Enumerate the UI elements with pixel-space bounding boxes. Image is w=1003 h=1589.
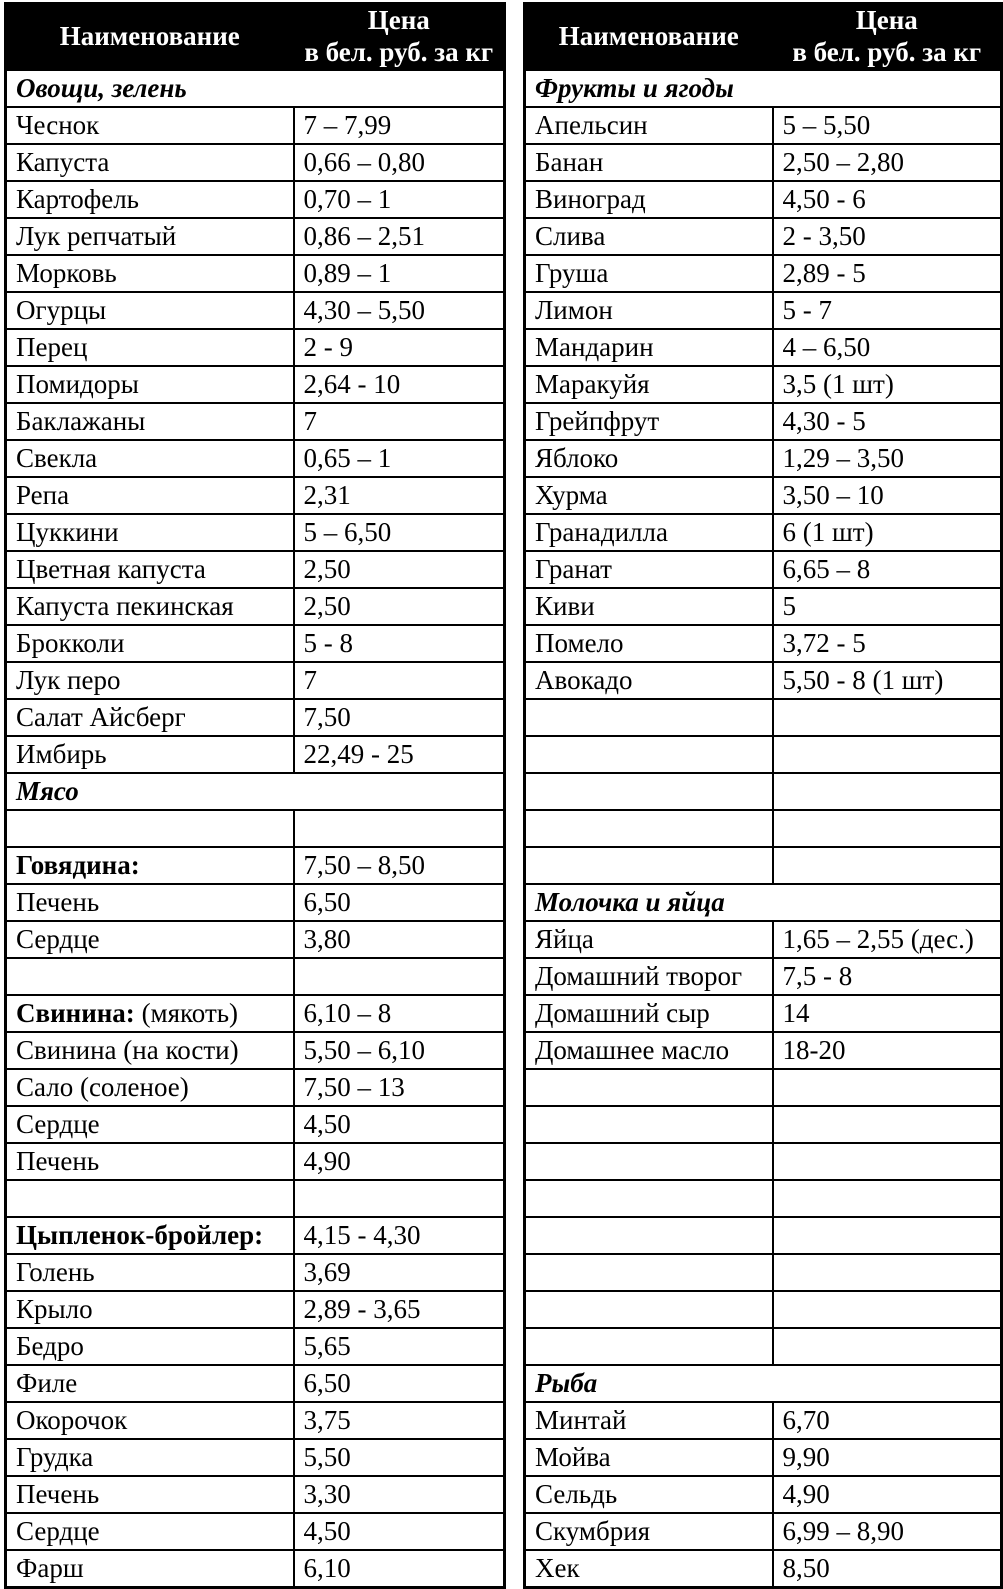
item-name-cell	[525, 1217, 773, 1254]
item-price-cell: 2,64 - 10	[294, 366, 505, 403]
item-name-cell	[525, 1069, 773, 1106]
item-name-cell: Филе	[6, 1365, 294, 1402]
item-name-cell: Говядина:	[6, 847, 294, 884]
item-price-cell: 4,50 - 6	[773, 181, 1002, 218]
table-row	[6, 218, 505, 255]
table-row	[6, 514, 505, 551]
section-row	[6, 773, 505, 810]
item-price-cell: 4,30 - 5	[773, 403, 1002, 440]
table-row	[6, 181, 505, 218]
item-price-cell: 4,30 – 5,50	[294, 292, 505, 329]
item-name-cell: Свинина (на кости)	[6, 1032, 294, 1069]
item-price-cell: 7	[294, 403, 505, 440]
item-price-cell: 7 – 7,99	[294, 107, 505, 144]
item-name-cell: Салат Айсберг	[6, 699, 294, 736]
item-name-cell: Имбирь	[6, 736, 294, 773]
table-row	[6, 1106, 505, 1143]
table-row	[525, 1402, 1002, 1439]
table-row	[525, 1143, 1002, 1180]
item-name-cell: Цветная капуста	[6, 551, 294, 588]
item-price-cell	[773, 1217, 1002, 1254]
price-table-left	[4, 2, 506, 1589]
table-row	[6, 1069, 505, 1106]
item-name-cell: Чеснок	[6, 107, 294, 144]
item-name-cell	[525, 1328, 773, 1365]
table-row	[525, 1550, 1002, 1588]
table-row	[6, 1513, 505, 1550]
item-name-cell: Скумбрия	[525, 1513, 773, 1550]
column-header-price	[294, 4, 505, 71]
item-price-cell: 7,50 – 13	[294, 1069, 505, 1106]
item-price-cell	[773, 1180, 1002, 1217]
table-row	[525, 107, 1002, 144]
table-row	[6, 1365, 505, 1402]
header-row	[6, 4, 505, 71]
table-row	[525, 958, 1002, 995]
item-price-cell: 18-20	[773, 1032, 1002, 1069]
section-row	[525, 70, 1002, 107]
item-price-cell: 2,31	[294, 477, 505, 514]
table-row	[6, 699, 505, 736]
item-price-cell: 5 - 8	[294, 625, 505, 662]
item-price-cell: 2,89 - 5	[773, 255, 1002, 292]
section-header: Молочка и яйца	[525, 884, 1002, 921]
item-name-cell	[6, 958, 294, 995]
column-header-name: Наименование	[6, 4, 294, 71]
item-price-cell: 0,70 – 1	[294, 181, 505, 218]
item-price-cell: 14	[773, 995, 1002, 1032]
table-row	[525, 625, 1002, 662]
item-name-cell: Голень	[6, 1254, 294, 1291]
table-row	[525, 1217, 1002, 1254]
item-price-cell	[773, 1254, 1002, 1291]
item-name-cell	[525, 1143, 773, 1180]
item-price-cell: 6,50	[294, 884, 505, 921]
table-row	[6, 144, 505, 181]
table-row	[525, 847, 1002, 884]
item-name-cell: Гранадилла	[525, 514, 773, 551]
item-name-cell: Виноград	[525, 181, 773, 218]
section-row	[6, 70, 505, 107]
item-name-cell: Брокколи	[6, 625, 294, 662]
price-header-line2: в бел. руб. за кг	[304, 37, 494, 67]
item-price-cell: 3,50 – 10	[773, 477, 1002, 514]
item-name-cell: Бедро	[6, 1328, 294, 1365]
item-name-cell: Слива	[525, 218, 773, 255]
table-row	[6, 477, 505, 514]
table-row	[525, 662, 1002, 699]
item-name-cell: Яйца	[525, 921, 773, 958]
item-price-cell	[773, 736, 1002, 773]
price-header-line1: Цена	[367, 5, 430, 36]
table-row	[6, 1291, 505, 1328]
item-name-cell: Домашний творог	[525, 958, 773, 995]
item-price-cell	[773, 847, 1002, 884]
item-name-cell: Банан	[525, 144, 773, 181]
item-price-cell	[773, 1328, 1002, 1365]
table-row	[6, 403, 505, 440]
table-row	[525, 1180, 1002, 1217]
table-row	[525, 1476, 1002, 1513]
item-price-cell: 0,86 – 2,51	[294, 218, 505, 255]
item-price-cell	[773, 699, 1002, 736]
item-name-cell: Сельдь	[525, 1476, 773, 1513]
table-row	[6, 292, 505, 329]
tables-container	[4, 2, 997, 1589]
item-price-cell: 3,30	[294, 1476, 505, 1513]
item-price-cell: 7	[294, 662, 505, 699]
item-name-cell: Свекла	[6, 440, 294, 477]
table-row	[525, 292, 1002, 329]
item-name-cell: Сердце	[6, 921, 294, 958]
item-name-cell: Лук репчатый	[6, 218, 294, 255]
item-name-cell: Фарш	[6, 1550, 294, 1588]
table-row	[6, 366, 505, 403]
item-price-cell: 2 - 3,50	[773, 218, 1002, 255]
item-name-cell: Яблоко	[525, 440, 773, 477]
item-price-cell: 5 – 6,50	[294, 514, 505, 551]
item-price-cell: 4,90	[773, 1476, 1002, 1513]
item-name-cell: Груша	[525, 255, 773, 292]
item-name-cell: Мойва	[525, 1439, 773, 1476]
item-name-cell: Маракуйя	[525, 366, 773, 403]
item-price-cell: 3,69	[294, 1254, 505, 1291]
item-name-cell: Морковь	[6, 255, 294, 292]
item-name-cell	[525, 1254, 773, 1291]
item-price-cell: 5,50 – 6,10	[294, 1032, 505, 1069]
item-name-cell: Картофель	[6, 181, 294, 218]
table-row	[525, 1106, 1002, 1143]
item-price-cell: 5 – 5,50	[773, 107, 1002, 144]
price-header-line2: в бел. руб. за кг	[792, 37, 982, 67]
item-name-cell: Минтай	[525, 1402, 773, 1439]
section-row	[525, 884, 1002, 921]
table-row	[6, 1476, 505, 1513]
item-price-cell	[773, 773, 1002, 810]
item-name-cell: Помидоры	[6, 366, 294, 403]
item-name-cell	[525, 1106, 773, 1143]
item-price-cell	[294, 1180, 505, 1217]
item-price-cell	[294, 958, 505, 995]
price-table-right	[523, 2, 1003, 1589]
table-row	[525, 1254, 1002, 1291]
table-row	[6, 551, 505, 588]
item-name-cell: Капуста пекинская	[6, 588, 294, 625]
table-row	[525, 1328, 1002, 1365]
item-name-cell	[525, 1180, 773, 1217]
item-name-cell: Сало (соленое)	[6, 1069, 294, 1106]
item-price-cell: 3,5 (1 шт)	[773, 366, 1002, 403]
item-price-cell: 5,50 - 8 (1 шт)	[773, 662, 1002, 699]
item-price-cell: 4,15 - 4,30	[294, 1217, 505, 1254]
table-row	[525, 995, 1002, 1032]
table-row	[6, 958, 505, 995]
section-row	[525, 1365, 1002, 1402]
table-row	[6, 1143, 505, 1180]
item-price-cell: 6,10	[294, 1550, 505, 1588]
item-price-cell: 9,90	[773, 1439, 1002, 1476]
item-price-cell: 5,50	[294, 1439, 505, 1476]
table-row	[525, 810, 1002, 847]
item-price-cell: 1,65 – 2,55 (дес.)	[773, 921, 1002, 958]
item-name-cell: Репа	[6, 477, 294, 514]
item-price-cell: 2,50 – 2,80	[773, 144, 1002, 181]
table-row	[6, 810, 505, 847]
item-name-cell: Киви	[525, 588, 773, 625]
table-row	[6, 329, 505, 366]
table-row	[6, 1032, 505, 1069]
item-name-cell: Домашнее масло	[525, 1032, 773, 1069]
item-price-cell: 0,65 – 1	[294, 440, 505, 477]
table-row	[525, 218, 1002, 255]
item-name-cell: Цыпленок-бройлер:	[6, 1217, 294, 1254]
item-name-cell	[6, 810, 294, 847]
item-price-cell: 8,50	[773, 1550, 1002, 1588]
item-name-cell: Лук перо	[6, 662, 294, 699]
item-name-cell: Помело	[525, 625, 773, 662]
item-name-cell: Цуккини	[6, 514, 294, 551]
table-row	[525, 551, 1002, 588]
item-name-cell	[6, 1180, 294, 1217]
table-row	[6, 255, 505, 292]
item-price-cell: 6,99 – 8,90	[773, 1513, 1002, 1550]
item-name-cell: Грейпфрут	[525, 403, 773, 440]
table-row	[6, 625, 505, 662]
item-name-cell: Окорочок	[6, 1402, 294, 1439]
table-row	[525, 403, 1002, 440]
item-price-cell: 4,50	[294, 1106, 505, 1143]
item-name-cell: Баклажаны	[6, 403, 294, 440]
section-header: Овощи, зелень	[6, 70, 505, 107]
item-name-cell: Капуста	[6, 144, 294, 181]
table-row	[6, 1328, 505, 1365]
table-row	[525, 699, 1002, 736]
item-name-cell: Домашний сыр	[525, 995, 773, 1032]
item-price-cell: 5	[773, 588, 1002, 625]
price-header-line1: Цена	[855, 5, 918, 36]
item-price-cell	[294, 810, 505, 847]
item-price-cell: 0,66 – 0,80	[294, 144, 505, 181]
table-row	[525, 1291, 1002, 1328]
table-row	[6, 1180, 505, 1217]
item-price-cell: 5,65	[294, 1328, 505, 1365]
item-price-cell	[773, 1106, 1002, 1143]
item-price-cell: 6 (1 шт)	[773, 514, 1002, 551]
item-price-cell: 4,90	[294, 1143, 505, 1180]
item-name-cell: Свинина: (мякоть)	[6, 995, 294, 1032]
table-row	[6, 1439, 505, 1476]
item-price-cell: 6,50	[294, 1365, 505, 1402]
item-name-cell: Хек	[525, 1550, 773, 1588]
table-row	[6, 107, 505, 144]
table-row	[6, 736, 505, 773]
item-price-cell	[773, 1143, 1002, 1180]
table-row	[525, 440, 1002, 477]
table-row	[6, 847, 505, 884]
item-price-cell: 7,5 - 8	[773, 958, 1002, 995]
table-row	[525, 255, 1002, 292]
item-name-cell: Печень	[6, 884, 294, 921]
table-row	[525, 1069, 1002, 1106]
table-row	[525, 588, 1002, 625]
table-row	[525, 1513, 1002, 1550]
item-price-cell	[773, 810, 1002, 847]
item-name-cell: Авокадо	[525, 662, 773, 699]
table-row	[6, 921, 505, 958]
item-name-cell: Печень	[6, 1143, 294, 1180]
item-name-cell: Хурма	[525, 477, 773, 514]
item-name-cell	[525, 699, 773, 736]
item-name-cell: Мандарин	[525, 329, 773, 366]
table-row	[525, 514, 1002, 551]
section-header: Мясо	[6, 773, 505, 810]
item-name-cell	[525, 810, 773, 847]
table-row	[6, 1217, 505, 1254]
table-row	[525, 736, 1002, 773]
table-row	[6, 995, 505, 1032]
item-name-cell: Лимон	[525, 292, 773, 329]
item-price-cell	[773, 1069, 1002, 1106]
item-name-cell: Печень	[6, 1476, 294, 1513]
section-header: Фрукты и ягоды	[525, 70, 1002, 107]
item-name-cell: Сердце	[6, 1106, 294, 1143]
item-name-cell: Огурцы	[6, 292, 294, 329]
table-row	[525, 477, 1002, 514]
item-name-cell: Сердце	[6, 1513, 294, 1550]
table-row	[525, 1032, 1002, 1069]
item-price-cell: 2 - 9	[294, 329, 505, 366]
item-price-cell: 22,49 - 25	[294, 736, 505, 773]
column-header-name: Наименование	[525, 4, 773, 71]
header-row	[525, 4, 1002, 71]
item-price-cell: 1,29 – 3,50	[773, 440, 1002, 477]
table-row	[525, 144, 1002, 181]
item-name-cell: Крыло	[6, 1291, 294, 1328]
table-row	[6, 1254, 505, 1291]
table-row	[6, 662, 505, 699]
table-row	[6, 884, 505, 921]
section-header: Рыба	[525, 1365, 1002, 1402]
item-price-cell: 3,72 - 5	[773, 625, 1002, 662]
item-price-cell: 2,89 - 3,65	[294, 1291, 505, 1328]
item-name-cell: Грудка	[6, 1439, 294, 1476]
item-name-cell	[525, 1291, 773, 1328]
table-row	[6, 1550, 505, 1588]
table-row	[525, 329, 1002, 366]
item-name-cell: Гранат	[525, 551, 773, 588]
item-name-cell	[525, 773, 773, 810]
item-price-cell: 6,70	[773, 1402, 1002, 1439]
table-row	[6, 440, 505, 477]
item-price-cell: 3,80	[294, 921, 505, 958]
item-price-cell: 6,65 – 8	[773, 551, 1002, 588]
table-row	[525, 921, 1002, 958]
item-name-cell	[525, 847, 773, 884]
item-name-cell: Апельсин	[525, 107, 773, 144]
item-name-cell: Перец	[6, 329, 294, 366]
item-price-cell: 7,50 – 8,50	[294, 847, 505, 884]
item-price-cell: 4 – 6,50	[773, 329, 1002, 366]
table-row	[525, 181, 1002, 218]
item-price-cell: 2,50	[294, 588, 505, 625]
table-row	[525, 1439, 1002, 1476]
item-price-cell: 6,10 – 8	[294, 995, 505, 1032]
item-price-cell: 5 - 7	[773, 292, 1002, 329]
item-price-cell: 4,50	[294, 1513, 505, 1550]
table-row	[525, 366, 1002, 403]
column-header-price	[773, 4, 1002, 71]
item-price-cell: 0,89 – 1	[294, 255, 505, 292]
item-price-cell: 2,50	[294, 551, 505, 588]
table-row	[6, 1402, 505, 1439]
item-name-cell	[525, 736, 773, 773]
table-row	[6, 588, 505, 625]
item-price-cell	[773, 1291, 1002, 1328]
table-row	[525, 773, 1002, 810]
item-price-cell: 7,50	[294, 699, 505, 736]
item-price-cell: 3,75	[294, 1402, 505, 1439]
